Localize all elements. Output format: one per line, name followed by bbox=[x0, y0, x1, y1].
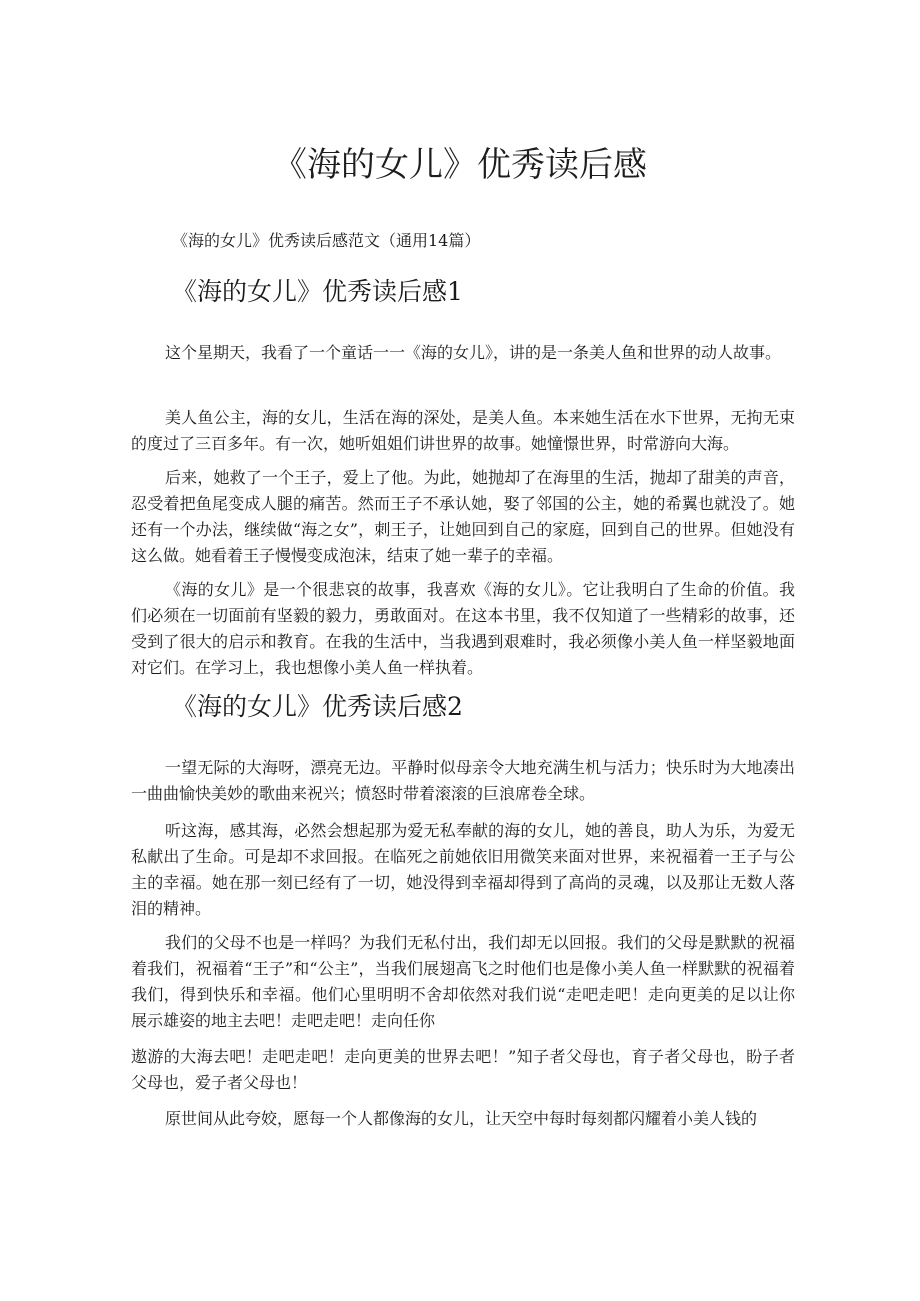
paragraph: 我们的父母不也是一样吗？为我们无私付出，我们却无以回报。我们的父母是默默的祝福着我们，祝福着“王子”和“公主”，当我们展翅高飞之时他们也是像小美人鱼一样默默的祝福着我们，得到快乐和幸福。他们心里明明不舍却依然对我们说“走吧走吧！走向更美的足以让你展示雄姿的地主去吧！走吧走吧！走向任你 bbox=[131, 933, 795, 1030]
paragraph-continued: 遨游的大海去吧！走吧走吧！走向更美的世界去吧！”知子者父母也，育子者父母也，盼子者父母也，爱子者父母也！ bbox=[131, 1047, 795, 1092]
paragraph: 《海的女儿》是一个很悲哀的故事，我喜欢《海的女儿》。它让我明白了生命的价值。我们必须在一切面前有坚毅的毅力，勇敢面对。在这本书里，我不仅知道了一些精彩的故事，还受到了很大的启示和教育。在我的生活中，当我遇到艰难时，我必须像小美人鱼一样坚毅地面对它们。在学习上，我也想像小美人鱼一样执着。 bbox=[131, 580, 795, 677]
paragraph: 听这海，感其海，必然会想起那为爱无私奉献的海的女儿，她的善良，助人为乐，为爱无私献出了生命。可是却不求回报。在临死之前她依旧用微笑来面对世界，来祝福着一王子与公主的幸福。她在那一刻已经有了一切，她没得到幸福却得到了高尚的灵魂，以及那让无数人落泪的精神。 bbox=[131, 821, 795, 918]
paragraph: 后来，她救了一个王子，爱上了他。为此，她抛却了在海里的生活，抛却了甜美的声音，忍受着把鱼尾变成人腿的痛苦。然而王子不承认她，娶了邻国的公主，她的希翼也就没了。她还有一个办法，继续做“海之女”，刺王子，让她回到自己的家庭，回到自己的世界。但她没有这么做。她看着王子慢慢变成泡沫，结束了她一辈子的幸福。 bbox=[131, 468, 795, 565]
paragraph: 这个星期天，我看了一个童话一一《海的女儿》，讲的是一条美人鱼和世界的动人故事。 bbox=[165, 343, 782, 362]
section-heading-1: 《海的女儿》优秀读后感1 bbox=[172, 277, 463, 306]
paragraph: 美人鱼公主，海的女儿，生活在海的深处，是美人鱼。本来她生活在水下世界，无拘无束的度过了三百多年。有一次，她听姐姐们讲世界的故事。她憧憬世界，时常游向大海。 bbox=[131, 408, 795, 453]
document-title: 《海的女儿》优秀读后感 bbox=[273, 145, 647, 185]
section-heading-2: 《海的女儿》优秀读后感2 bbox=[172, 692, 463, 721]
paragraph: 原世间从此夸姣，愿每一个人都像海的女儿，让天空中每时每刻都闪耀着小美人钱的 bbox=[165, 1109, 758, 1128]
paragraph: 一望无际的大海呀，漂亮无边。平静时似母亲令大地充满生机与活力；快乐时为大地凑出一曲曲愉快美妙的歌曲来祝兴；愤怒时带着滚滚的巨浪席卷全球。 bbox=[131, 758, 795, 803]
document-subtitle: 《海的女儿》优秀读后感范文（通用14篇） bbox=[172, 231, 481, 250]
